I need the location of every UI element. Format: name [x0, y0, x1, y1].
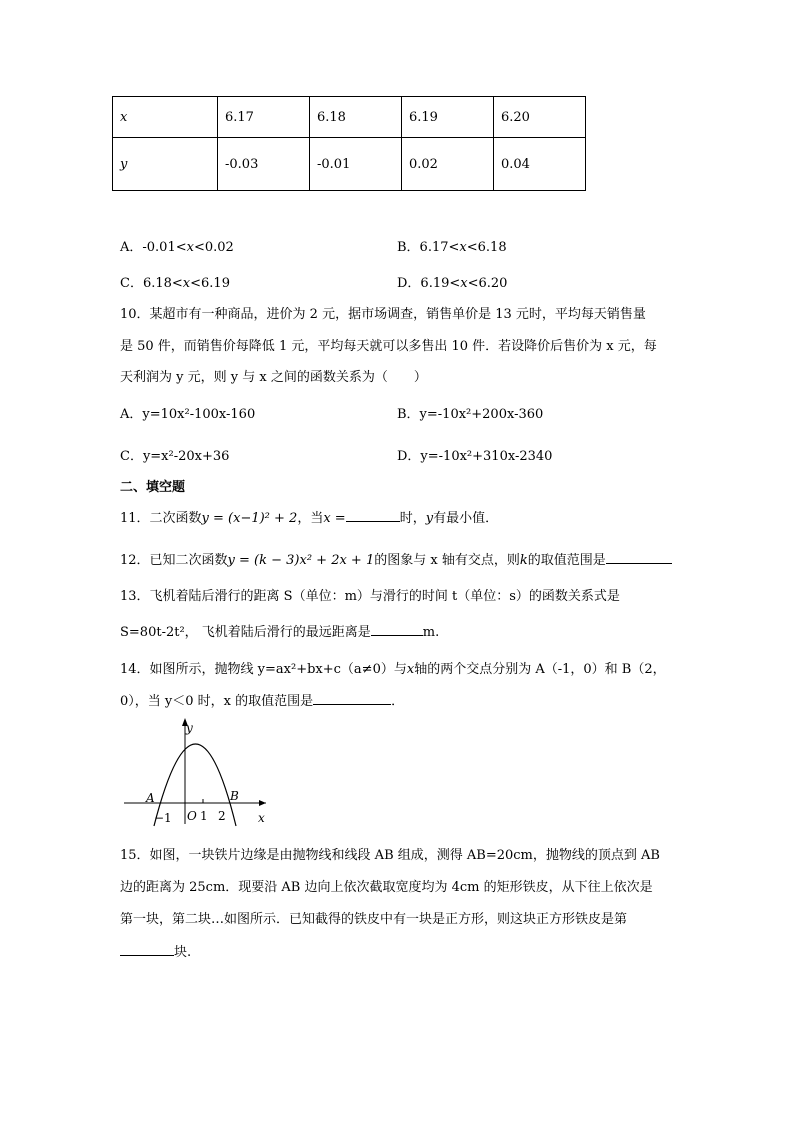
q10-option-c: C．y=x²-20x+36	[120, 449, 230, 464]
q14-text: 0），当 y＜0 时，x 的取值范围是	[120, 694, 314, 709]
q13-text: S=80t-2t²， 飞机着陆后滑行的最远距离是	[120, 625, 371, 640]
q15-line2: 边的距离为 25cm．现要沿 AB 边向上依次截取宽度均为 4cm 的矩形铁皮，从下往上依次是	[120, 880, 653, 895]
option-text: C．6.18<	[120, 276, 183, 291]
q12-var: k	[519, 553, 528, 568]
answer-blank[interactable]	[606, 550, 672, 564]
x-axis-label: x	[258, 811, 265, 825]
q10-option-b: B．y=-10x²+200x-360	[397, 407, 544, 422]
table-cell: 6.17	[218, 97, 310, 138]
tick-label-1: 1	[200, 809, 208, 823]
q15-line1: 15．如图，一块铁片边缘是由抛物线和线段 AB 组成，测得 AB=20cm，抛物线的顶点到 AB	[120, 848, 660, 863]
table-cell: 0.04	[494, 138, 586, 191]
table-cell: 6.20	[494, 97, 586, 138]
table-row	[113, 138, 586, 191]
q13-line1: 13．飞机着陆后滑行的距离 S（单位：m）与滑行的时间 t（单位：s）的函数关系式是	[120, 589, 620, 604]
q11-mid: ，当	[297, 511, 324, 526]
table-cell: 6.18	[310, 97, 402, 138]
xy-table	[112, 96, 586, 191]
answer-blank[interactable]	[371, 622, 423, 636]
parabola-graph	[118, 712, 278, 828]
q9-option-a	[120, 236, 234, 255]
q15-line4	[120, 941, 191, 960]
origin-label: O	[187, 809, 197, 823]
q10-line1: 10．某超市有一种商品，进价为 2 元，据市场调查，销售单价是 13 元时，平均每天销售量	[120, 307, 646, 322]
x-axis-arrow	[259, 800, 266, 806]
section-title: 二、填空题	[120, 480, 186, 495]
point-b-label: B	[230, 789, 239, 803]
option-text: A．-0.01<	[120, 240, 187, 255]
option-text: <0.02	[193, 240, 234, 255]
q10-line2: 是 50 件，而销售价每降低 1 元，平均每天就可以多售出 10 件．若设降价后售价为 x 元，每	[120, 339, 657, 354]
q11-suffix: 有最小值．	[433, 511, 499, 526]
q15-line3: 第一块，第二块…如图所示．已知截得的铁皮中有一块是正方形，则这块正方形铁皮是第	[120, 912, 628, 927]
option-text: <6.19	[190, 276, 230, 291]
q12-mid: 的图象与 x 轴有交点，则	[374, 553, 520, 568]
q11-var: x =	[323, 511, 346, 526]
answer-blank[interactable]	[120, 942, 174, 956]
q14-text: ．	[391, 694, 405, 709]
q14-line1	[120, 658, 666, 677]
q12-suffix: 的取值范围是	[527, 553, 606, 568]
q11	[120, 507, 498, 526]
q13-line2	[120, 621, 439, 640]
q12	[120, 549, 672, 568]
option-text: <6.20	[467, 276, 508, 291]
table-cell: -0.01	[310, 138, 402, 191]
q11-prefix: 11．二次函数	[120, 511, 202, 526]
option-var: x	[182, 276, 191, 291]
q13-text: m.	[422, 625, 440, 640]
q10-option-a: A．y=10x²-100x-160	[120, 407, 256, 422]
q10-line3: 天利润为 y 元，则 y 与 x 之间的函数关系为（ ）	[120, 370, 427, 385]
option-text: B．6.17<	[397, 240, 460, 255]
q11-var2: y	[425, 511, 434, 526]
option-var: x	[186, 240, 194, 255]
q9-option-b	[397, 236, 507, 255]
q10-option-d: D．y=-10x²+310x-2340	[397, 449, 553, 464]
q12-formula: y = (k − 3)x² + 2x + 1	[227, 553, 375, 568]
tick-label-2: 2	[218, 809, 226, 823]
q11-suffix: 时，	[399, 511, 426, 526]
q14-text: 轴的两个交点分别为 A（-1，0）和 B（2，	[414, 662, 666, 677]
table-cell: x	[113, 97, 218, 138]
q11-formula: y = (x−1)² + 2	[201, 511, 298, 526]
answer-blank[interactable]	[346, 508, 400, 522]
table-cell: y	[113, 138, 218, 191]
q9-option-d	[397, 272, 507, 291]
q14-var: x	[406, 662, 415, 677]
option-text: <6.18	[466, 240, 507, 255]
y-axis-label: y	[186, 721, 193, 735]
q12-prefix: 12．已知二次函数	[120, 553, 228, 568]
q14-line2	[120, 690, 404, 709]
option-var: x	[460, 276, 468, 291]
q14-text: 14．如图所示，抛物线 y=ax²+bx+c（a≠0）与	[120, 662, 407, 677]
q15-text: 块.	[174, 945, 192, 960]
answer-blank[interactable]	[313, 691, 391, 705]
option-text: D．6.19<	[397, 276, 461, 291]
table-cell: -0.03	[218, 138, 310, 191]
q9-option-c	[120, 272, 230, 291]
option-var: x	[459, 240, 467, 255]
table-row	[113, 97, 586, 138]
point-a-label: A	[146, 791, 155, 805]
table-cell: 0.02	[402, 138, 494, 191]
tick-label-neg1: −1	[154, 811, 172, 825]
table-cell: 6.19	[402, 97, 494, 138]
